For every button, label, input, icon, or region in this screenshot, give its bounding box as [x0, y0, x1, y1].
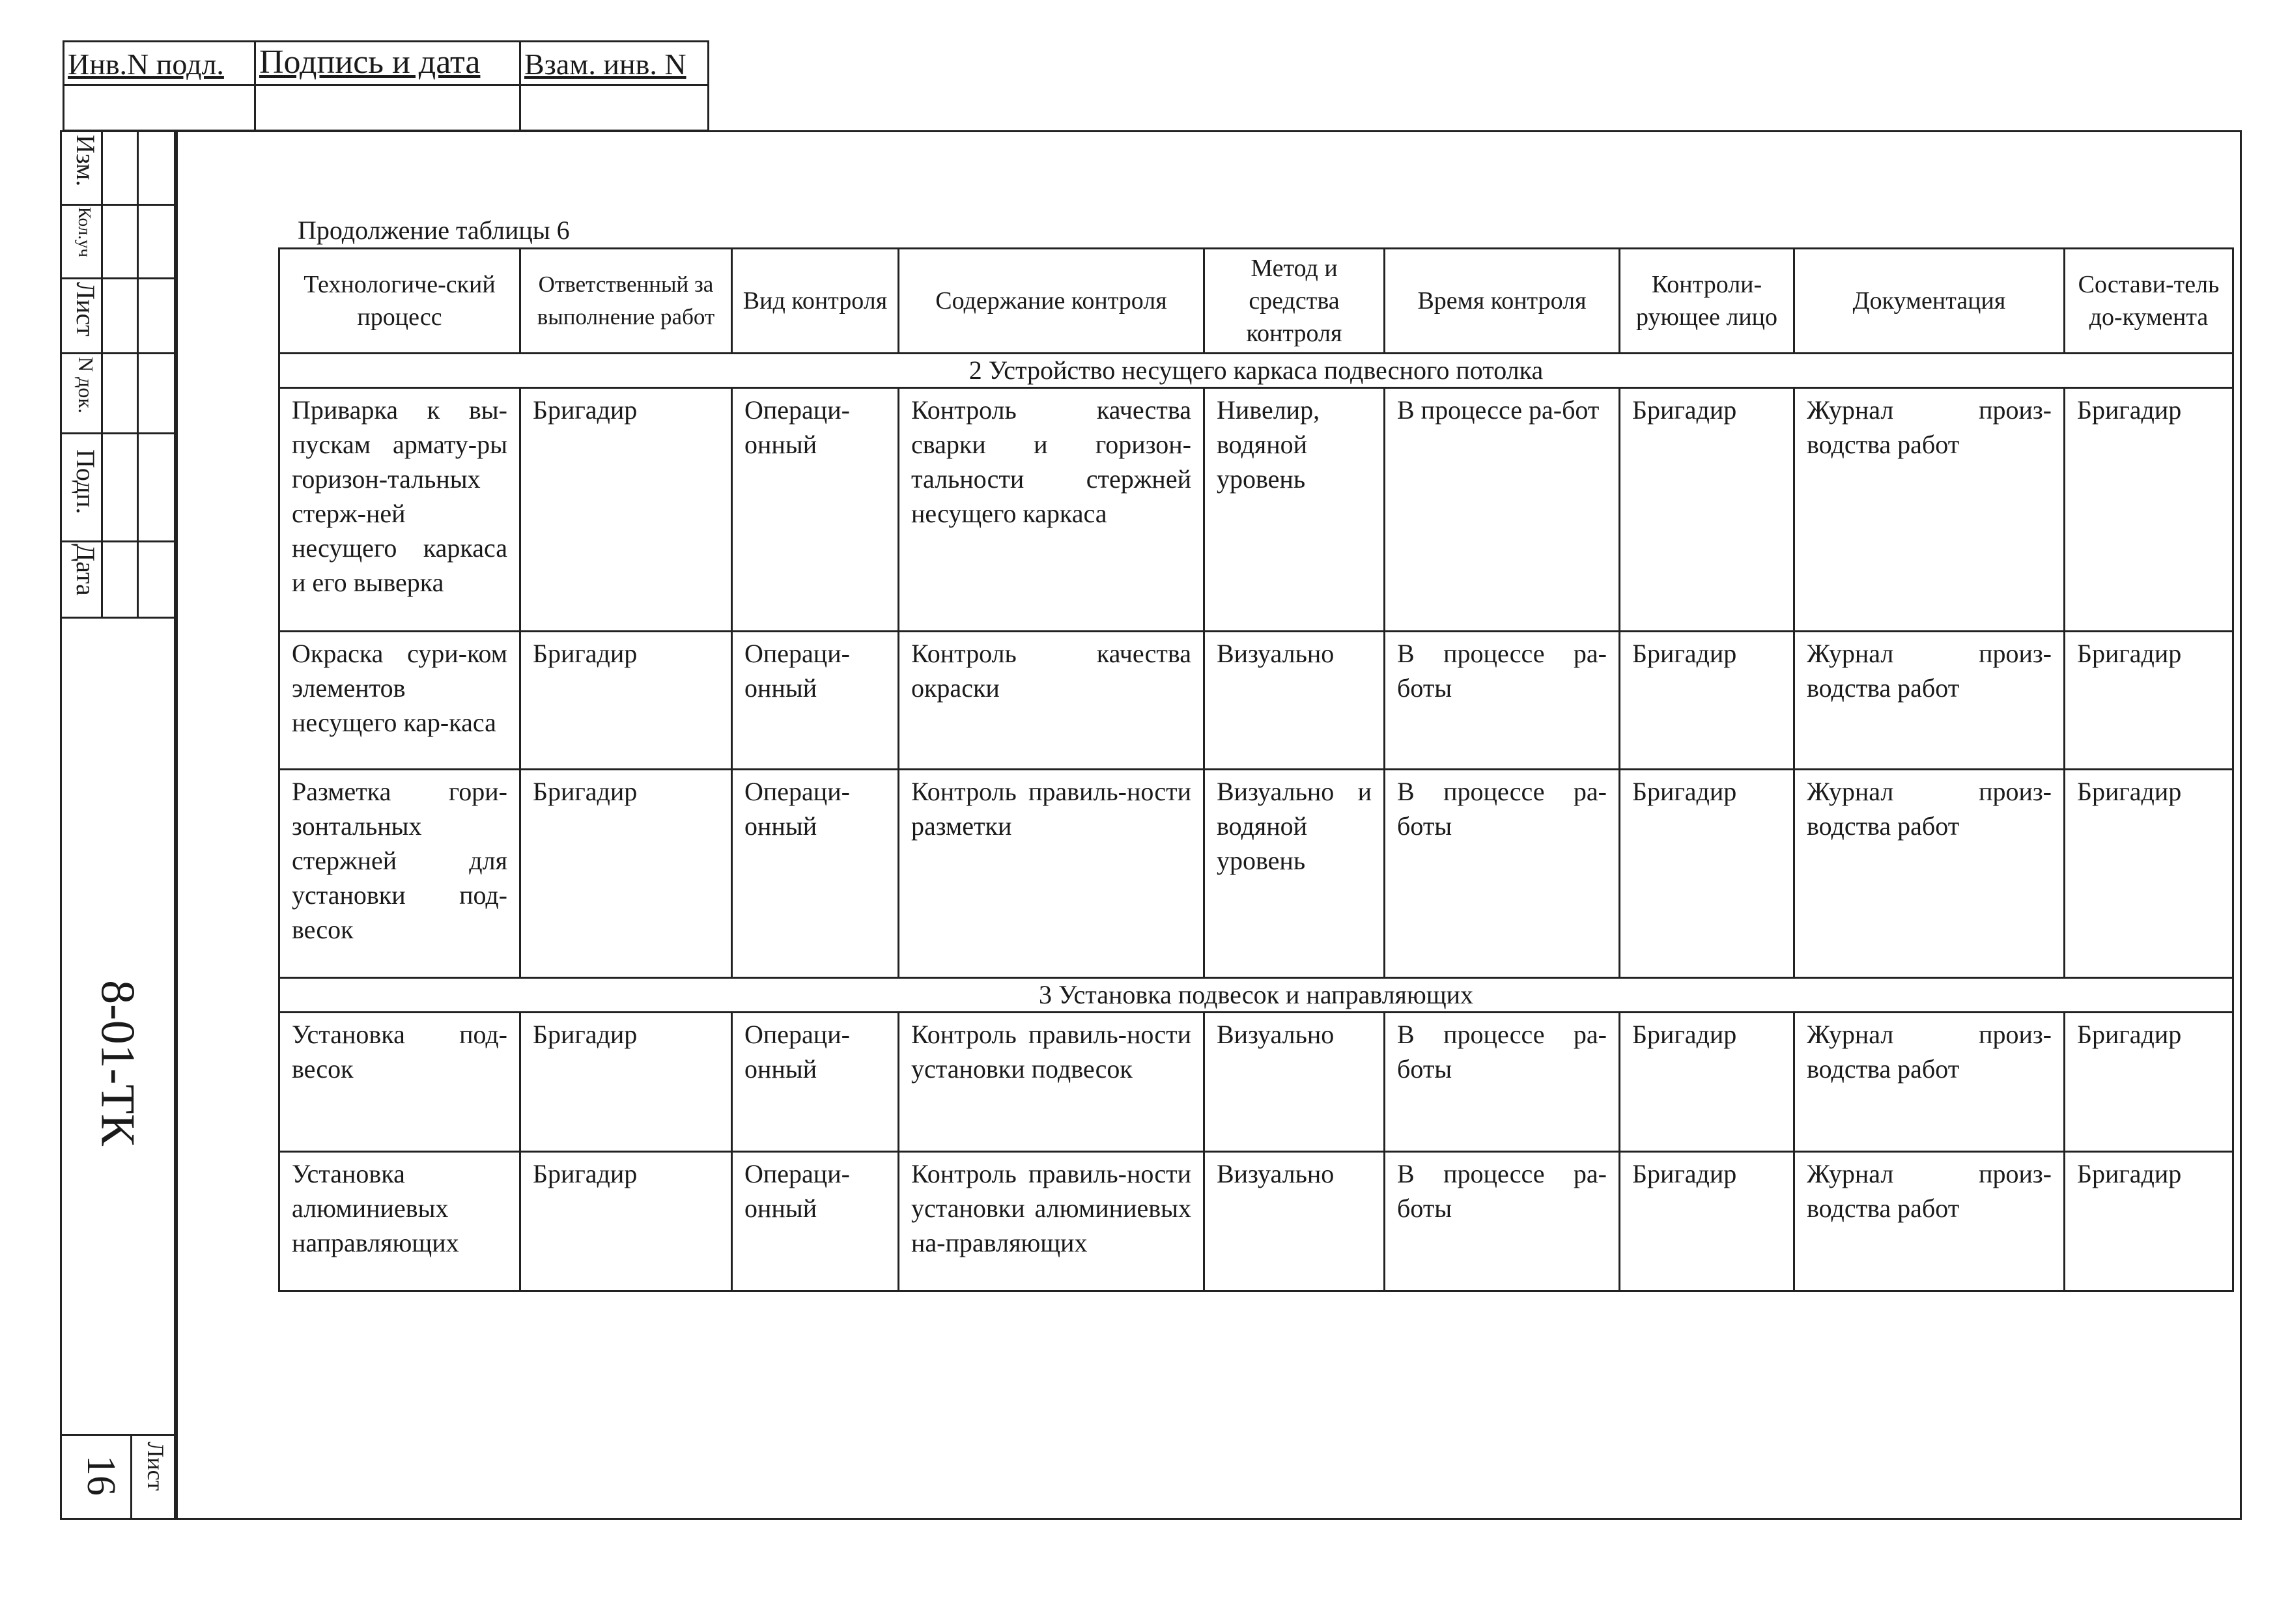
side-strip — [60, 130, 176, 1520]
side-label-n-dok: N док. — [74, 357, 98, 413]
section-title: 2 Устройство несущего каркаса подвесного потолка — [279, 354, 2233, 388]
table-cell: В процессе ра-боты — [1385, 1013, 1620, 1152]
side-label-izm: Изм. — [71, 135, 100, 187]
header-cell: Ответственный за выполнение работ — [520, 249, 732, 354]
table-cell: Журнал произ-водства работ — [1794, 632, 2065, 770]
table-cell: Операци-онный — [732, 770, 899, 978]
control-table — [278, 247, 2234, 1292]
table-cell: Операци-онный — [732, 388, 899, 632]
table-cell: Визуально и водяной уровень — [1204, 770, 1385, 978]
header-row — [279, 249, 2233, 354]
section-title: 3 Установка подвесок и направляющих — [279, 978, 2233, 1013]
table-cell: Бригадир — [1620, 1152, 1794, 1291]
header-cell: Документация — [1794, 249, 2065, 354]
table-cell: Журнал произ-водства работ — [1794, 1013, 2065, 1152]
table-cell: Операци-онный — [732, 1013, 899, 1152]
header-cell: Время контроля — [1385, 249, 1620, 354]
side-strip-hline-6 — [60, 617, 176, 619]
table-row — [279, 1013, 2233, 1152]
table-cell: Контроль качества сварки и горизон-тальности стержней несущего каркаса — [899, 388, 1204, 632]
table-cell: Установка алюминиевых направляющих — [279, 1152, 520, 1291]
table-cell: Журнал произ-водства работ — [1794, 770, 2065, 978]
section-row — [279, 354, 2233, 388]
table-cell: Окраска сури-ком элементов несущего кар-каса — [279, 632, 520, 770]
side-label-kol-uch: Кол.уч — [75, 207, 94, 258]
table-cell: Контроль качества окраски — [899, 632, 1204, 770]
table-cell: Бригадир — [1620, 632, 1794, 770]
table-cell: Приварка к вы-пускам армату-ры горизон-тальных стерж-ней несущего каркаса и его выверка — [279, 388, 520, 632]
table-cell: Контроль правиль-ности установки алюминиевых на-правляющих — [899, 1152, 1204, 1291]
side-label-data: Дата — [71, 544, 100, 596]
header-cell: Состави-тель до-кумента — [2065, 249, 2233, 354]
table-cell: Контроль правиль-ности установки подвесок — [899, 1013, 1204, 1152]
side-strip-hline-7 — [60, 1434, 176, 1436]
section-row — [279, 978, 2233, 1013]
table-cell: В процессе ра-боты — [1385, 1152, 1620, 1291]
side-strip-hline-3 — [60, 352, 176, 354]
side-label-list-bottom: Лист — [143, 1442, 169, 1491]
table-cell: Бригадир — [2065, 1152, 2233, 1291]
table-cell: Операци-онный — [732, 1152, 899, 1291]
table-cell: Бригадир — [2065, 388, 2233, 632]
table-cell: Бригадир — [1620, 1013, 1794, 1152]
header-cell: Вид контроля — [732, 249, 899, 354]
table-cell: В процессе ра-боты — [1385, 770, 1620, 978]
table-cell: Бригадир — [2065, 770, 2233, 978]
table-cell: Разметка гори-зонтальных стержней для установки под-весок — [279, 770, 520, 978]
table-cell: Бригадир — [1620, 770, 1794, 978]
side-strip-hline-2 — [60, 277, 176, 279]
table-cell: Контроль правиль-ности разметки — [899, 770, 1204, 978]
table-cell: Бригадир — [520, 1013, 732, 1152]
page-number: 16 — [79, 1455, 123, 1496]
side-strip-hline-1 — [60, 204, 176, 206]
table-row — [279, 770, 2233, 978]
table-cell: Визуально — [1204, 1152, 1385, 1291]
table-cell: Бригадир — [520, 1152, 732, 1291]
side-label-list: Лист — [71, 282, 100, 337]
side-strip-hline-5 — [60, 540, 176, 542]
stamp-inv-podl-label: Инв.N подл. — [68, 48, 224, 81]
table-cell: Бригадир — [520, 388, 732, 632]
document-code: 8-01-ТК — [91, 980, 145, 1146]
table-cell: В процессе ра-бот — [1385, 388, 1620, 632]
table-cell: Журнал произ-водства работ — [1794, 1152, 2065, 1291]
table-cell: Журнал произ-водства работ — [1794, 388, 2065, 632]
header-cell: Технологиче-ский процесс — [279, 249, 520, 354]
header-cell: Контроли-рующее лицо — [1620, 249, 1794, 354]
table-cell: Бригадир — [520, 770, 732, 978]
header-cell: Метод и средства контроля — [1204, 249, 1385, 354]
stamp-header-divider — [63, 84, 709, 86]
table-caption: Продолжение таблицы 6 — [298, 216, 570, 245]
table-cell: Операци-онный — [732, 632, 899, 770]
table-row — [279, 388, 2233, 632]
table-cell: В процессе ра-боты — [1385, 632, 1620, 770]
table-cell: Нивелир, водяной уровень — [1204, 388, 1385, 632]
table-row — [279, 1152, 2233, 1291]
side-strip-hline-4 — [60, 432, 176, 434]
header-cell: Содержание контроля — [899, 249, 1204, 354]
table-cell: Бригадир — [2065, 1013, 2233, 1152]
side-label-podp: Подп. — [71, 449, 100, 514]
table-cell: Установка под-весок — [279, 1013, 520, 1152]
table-row — [279, 632, 2233, 770]
table-cell: Визуально — [1204, 632, 1385, 770]
table-cell: Бригадир — [1620, 388, 1794, 632]
stamp-podpis-label: Подпись и дата — [259, 44, 481, 81]
table-cell: Бригадир — [2065, 632, 2233, 770]
side-strip-vline-3 — [130, 1434, 132, 1520]
table-cell: Визуально — [1204, 1013, 1385, 1152]
table-cell: Бригадир — [520, 632, 732, 770]
stamp-vzam-label: Взам. инв. N — [524, 48, 686, 81]
